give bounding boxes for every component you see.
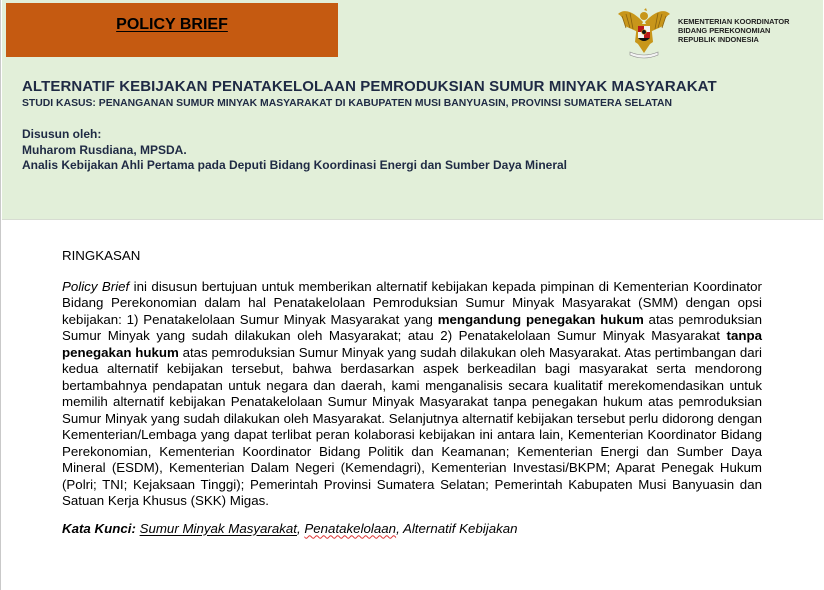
summary-paragraph [62, 279, 762, 510]
policy-brief-badge [6, 3, 338, 57]
document-title: ALTERNATIF KEBIJAKAN PENATAKELOLAAN PEMRODUKSIAN SUMUR MINYAK MASYARAKAT [22, 78, 717, 95]
keywords-label: Kata Kunci: [62, 520, 136, 536]
summary-heading: RINGKASAN [62, 248, 141, 263]
document-body [62, 248, 762, 537]
summary-emphasis: mengandung penegakan hukum [437, 311, 644, 327]
ministry-line: BIDANG PEREKONOMIAN [678, 26, 771, 35]
author-name: Muharom Rusdiana, MPSDA. [22, 142, 187, 157]
summary-emphasis: tanpa penegakan hukum [62, 328, 762, 360]
keywords-line [62, 521, 762, 538]
ministry-line: REPUBLIK INDONESIA [678, 35, 759, 44]
keyword-separator: , [396, 520, 403, 536]
author-label: Disusun oleh: [22, 127, 102, 141]
keyword: Sumur Minyak Masyarakat [139, 520, 297, 536]
garuda-emblem-icon [616, 6, 672, 60]
policy-brief-label: POLICY BRIEF [116, 16, 228, 33]
summary-text: atas pemroduksian Sumur Minyak yang sudah dilakukan oleh Masyarakat. Atas pertimbangan dari kedua alternatif kebijakan tersebut, bahwa berdasarkan aspek berkeadilan bagi masyarakat serta mendorong bertambahnya pendapatan untuk negara dan daerah, kami menganalisis secara kualitatif merekomendasikan untuk memilih alternatif kebijakan Penatakelolaan Sumur Minyak Masyarakat tanpa penegakan hukum atas pemroduksian Sumur Minyak yang sudah dilakukan oleh Masyarakat. Selanjutnya alternatif kebijakan tersebut perlu didorong dengan Kementerian/Lembaga yang dapat terlibat peran kolaborasi kebijakan ini antara lain, Kementerian Koordinator Bidang Perekonomian, Kementerian Koordinator Bidang Politik dan Keamanan; Kementerian Energi dan Sumber Daya Mineral (ESDM), Kementerian Dalam Negeri (Kemendagri), Kementerian Investasi/BKPM; Aparat Penegak Hukum (Polri; TNI; Kejaksaan Tinggi); Pemerintah Provinsi Sumatera Selatan; Pemerintah Kabupaten Musi Banyuasin dan Satuan Kerja Khusus (SKK) Migas. [62, 344, 762, 508]
policy-brief-header [2, 0, 823, 220]
author-block [22, 127, 567, 174]
ministry-name [678, 17, 818, 44]
summary-lead: Policy Brief [62, 278, 130, 294]
author-role: Analis Kebijakan Ahli Pertama pada Deputi Bidang Koordinasi Energi dan Sumber Daya Mineral [22, 158, 568, 172]
keyword: Penatakelolaan [304, 520, 397, 536]
keyword: Alternatif Kebijakan [402, 520, 518, 536]
document-subtitle: STUDI KASUS: PENANGANAN SUMUR MINYAK MASYARAKAT DI KABUPATEN MUSI BANYUASIN, PROVINSI SUMATERA SELATAN [22, 98, 673, 109]
summary-text: atas pemroduksian Sumur Minyak yang sudah dilakukan oleh Masyarakat; atau 2) Penatakelolaan Sumur Minyak Masyarakat [62, 311, 762, 343]
summary-text: ini disusun bertujuan untuk memberikan alternatif kebijakan kepada pimpinan di Kementerian Koordinator Bidang Perekonomian dalam hal Penatakelolaan Pemroduksian Sumur Minyak Masyarakat (SMM) dengan opsi kebijakan: 1) Penatakelolaan Sumur Minyak Masyarakat yang [62, 278, 762, 327]
ministry-line: KEMENTERIAN KOORDINATOR [678, 17, 790, 26]
keyword-separator: , [297, 520, 305, 536]
